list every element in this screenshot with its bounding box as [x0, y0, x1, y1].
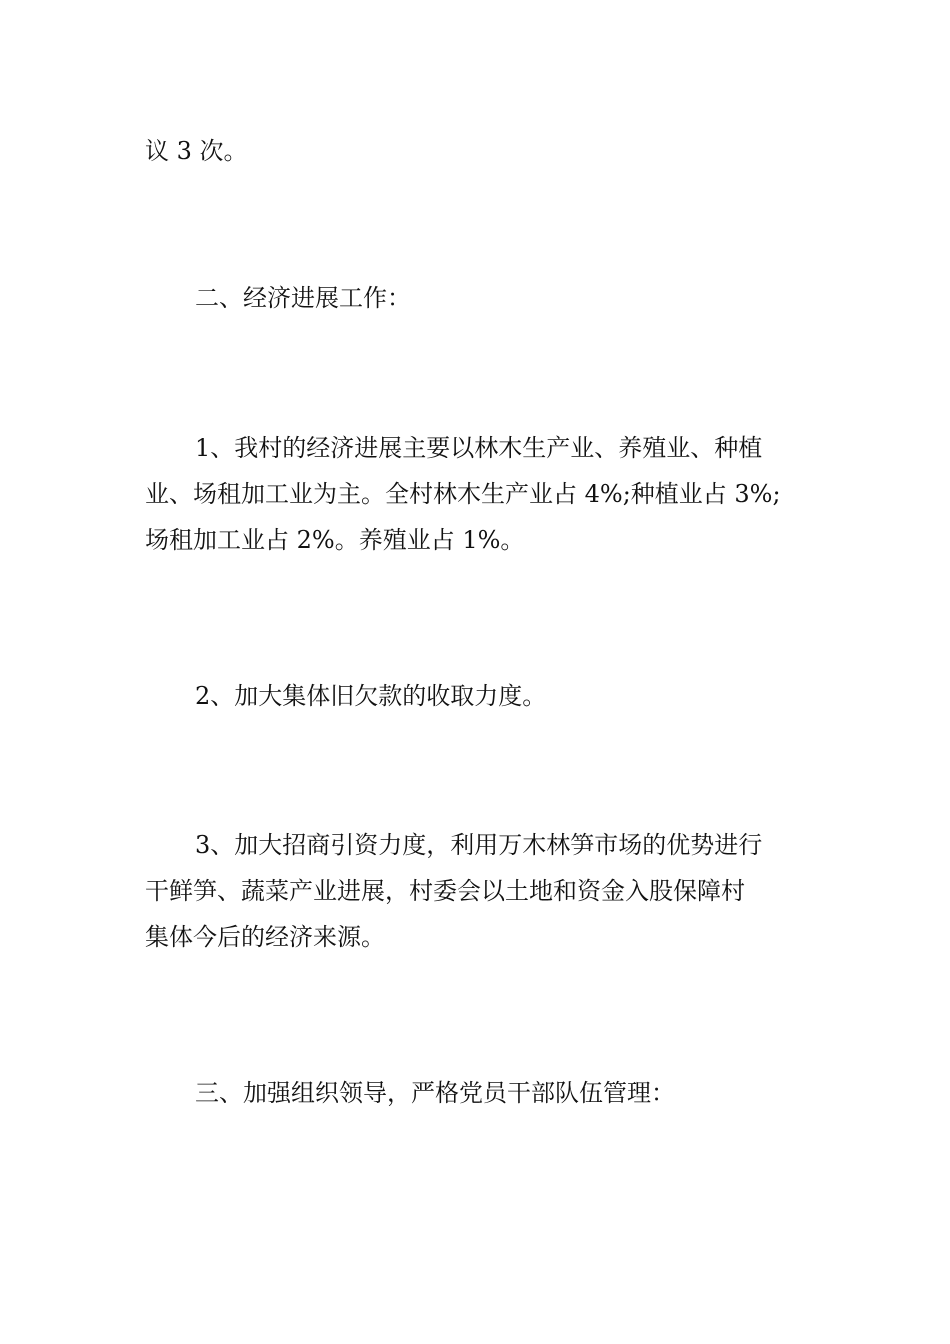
text-line: 干鲜笋、蔬菜产业进展，村委会以土地和资金入股保障村 — [145, 877, 745, 905]
text-line: 二、经济进展工作： — [195, 284, 411, 312]
section-heading-organization — [145, 1070, 807, 1116]
text-line: 3、加大招商引资力度，利用万木林笋市场的优势进行 — [195, 831, 763, 859]
text-line: 2、加大集体旧欠款的收取力度。 — [195, 682, 547, 710]
text-line: 场租加工业占 2%。养殖业占 1%。 — [145, 526, 525, 554]
text-line: 三、加强组织领导，严格党员干部队伍管理： — [195, 1079, 675, 1107]
text-line: 议 3 次。 — [145, 137, 248, 165]
paragraph-item-1 — [145, 425, 807, 563]
text-line: 集体今后的经济来源。 — [145, 923, 385, 951]
paragraph-continuation — [145, 128, 807, 174]
text-line: 业、场租加工业为主。全村林木生产业占 4%;种植业占 3%; — [145, 480, 781, 508]
section-heading-economy — [145, 275, 807, 321]
paragraph-item-2 — [145, 673, 807, 719]
paragraph-item-3 — [145, 822, 807, 960]
text-line: 1、我村的经济进展主要以林木生产业、养殖业、种植 — [195, 434, 763, 462]
